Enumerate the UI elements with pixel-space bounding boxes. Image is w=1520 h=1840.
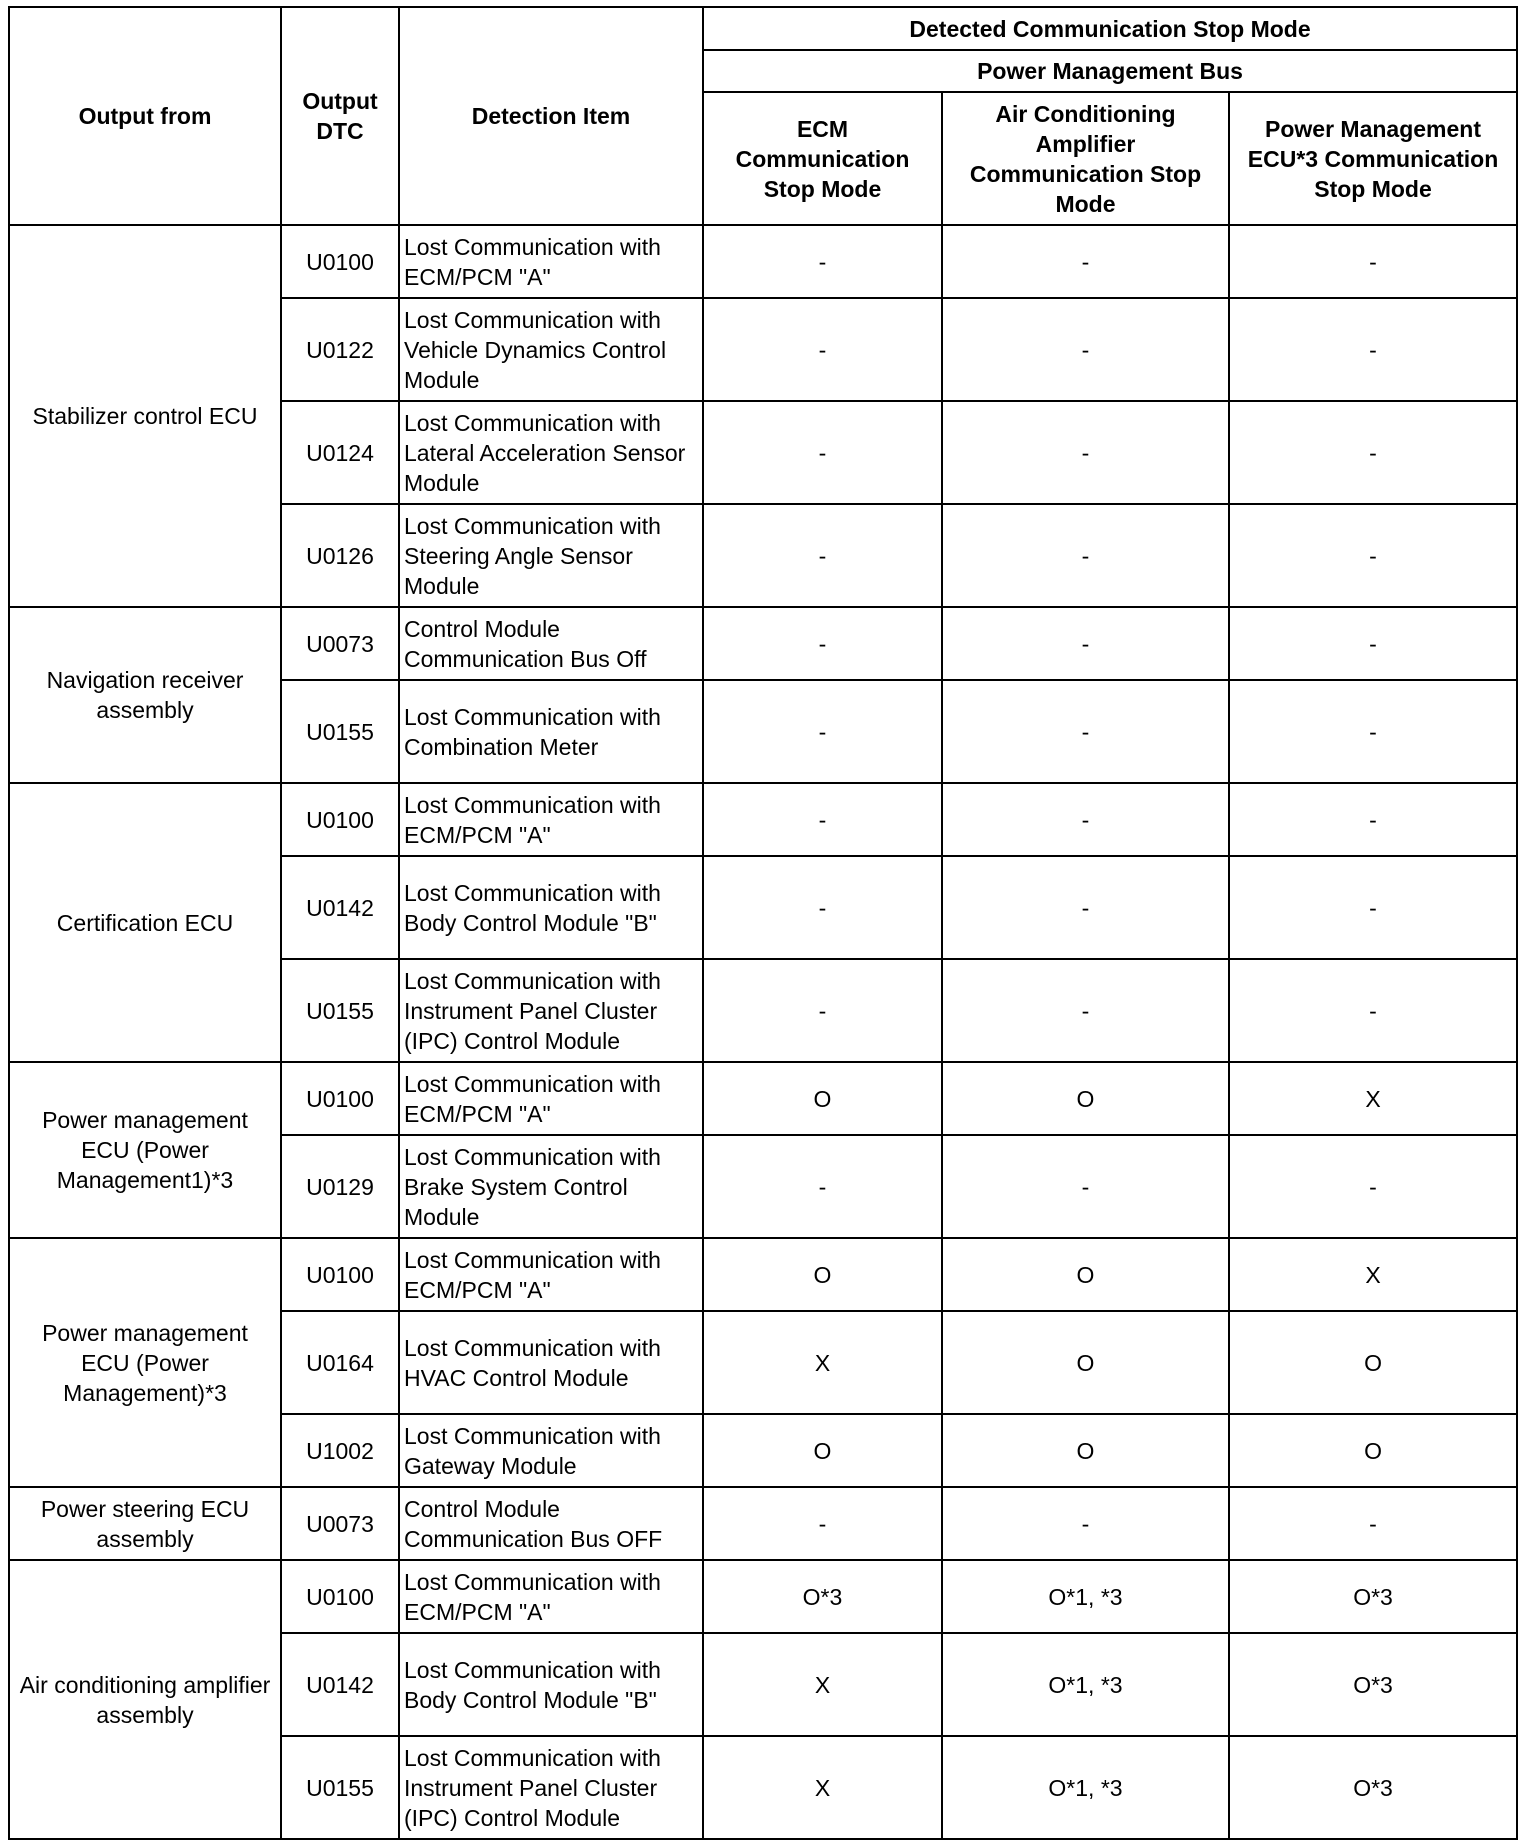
detection-item-cell: Control Module Communication Bus OFF (399, 1487, 703, 1560)
header-output-dtc: Output DTC (281, 7, 399, 225)
header-detected-mode: Detected Communication Stop Mode (703, 7, 1517, 50)
detection-item-cell: Lost Communication with Vehicle Dynamics Control Module (399, 298, 703, 401)
pm-mode-cell: - (1229, 607, 1517, 680)
detection-item-cell: Lost Communication with Lateral Acceleration Sensor Module (399, 401, 703, 504)
ac-mode-cell: O*1, *3 (942, 1633, 1229, 1736)
ecm-mode-cell: O (703, 1062, 942, 1135)
dtc-cell: U1002 (281, 1414, 399, 1487)
detection-item-cell: Lost Communication with ECM/PCM "A" (399, 1238, 703, 1311)
pm-mode-cell: O*3 (1229, 1736, 1517, 1839)
dtc-cell: U0155 (281, 1736, 399, 1839)
pm-mode-cell: - (1229, 298, 1517, 401)
table-row (9, 1062, 1517, 1135)
dtc-cell: U0142 (281, 1633, 399, 1736)
output-from-cell: Power management ECU (Power Management1)*3 (9, 1062, 281, 1238)
ecm-mode-cell: - (703, 504, 942, 607)
detection-item-cell: Lost Communication with Gateway Module (399, 1414, 703, 1487)
pm-mode-cell: O (1229, 1414, 1517, 1487)
output-from-cell: Power management ECU (Power Management)*3 (9, 1238, 281, 1487)
ecm-mode-cell: X (703, 1736, 942, 1839)
ac-mode-cell: - (942, 680, 1229, 783)
pm-mode-cell: - (1229, 959, 1517, 1062)
table-row (9, 1487, 1517, 1560)
ac-mode-cell: - (942, 783, 1229, 856)
table-row (9, 225, 1517, 298)
detection-item-cell: Lost Communication with ECM/PCM "A" (399, 783, 703, 856)
ac-mode-cell: - (942, 607, 1229, 680)
header-bus: Power Management Bus (703, 50, 1517, 92)
ac-mode-cell: - (942, 1487, 1229, 1560)
ecm-mode-cell: - (703, 1135, 942, 1238)
detection-item-cell: Control Module Communication Bus Off (399, 607, 703, 680)
pm-mode-cell: - (1229, 504, 1517, 607)
ecm-mode-cell: X (703, 1633, 942, 1736)
ecm-mode-cell: - (703, 856, 942, 959)
ecm-mode-cell: O*3 (703, 1560, 942, 1633)
pm-mode-cell: - (1229, 783, 1517, 856)
pm-mode-cell: O*3 (1229, 1633, 1517, 1736)
header-ac-mode: Air Conditioning Amplifier Communication Stop Mode (942, 92, 1229, 225)
dtc-cell: U0122 (281, 298, 399, 401)
detection-item-cell: Lost Communication with ECM/PCM "A" (399, 1062, 703, 1135)
ecm-mode-cell: - (703, 783, 942, 856)
dtc-cell: U0100 (281, 1238, 399, 1311)
detection-item-cell: Lost Communication with Steering Angle Sensor Module (399, 504, 703, 607)
pm-mode-cell: X (1229, 1238, 1517, 1311)
ecm-mode-cell: - (703, 1487, 942, 1560)
ecm-mode-cell: - (703, 607, 942, 680)
ecm-mode-cell: X (703, 1311, 942, 1414)
ac-mode-cell: - (942, 1135, 1229, 1238)
table-row (9, 783, 1517, 856)
detection-item-cell: Lost Communication with ECM/PCM "A" (399, 1560, 703, 1633)
output-from-cell: Certification ECU (9, 783, 281, 1062)
ecm-mode-cell: - (703, 680, 942, 783)
pm-mode-cell: X (1229, 1062, 1517, 1135)
dtc-cell: U0142 (281, 856, 399, 959)
pm-mode-cell: - (1229, 680, 1517, 783)
output-from-cell: Power steering ECU assembly (9, 1487, 281, 1560)
detection-item-cell: Lost Communication with Body Control Module "B" (399, 1633, 703, 1736)
output-from-cell: Air conditioning amplifier assembly (9, 1560, 281, 1839)
header-ecm-mode: ECM Communication Stop Mode (703, 92, 942, 225)
detection-item-cell: Lost Communication with Body Control Module "B" (399, 856, 703, 959)
table-body (9, 225, 1517, 1839)
detection-item-cell: Lost Communication with Brake System Control Module (399, 1135, 703, 1238)
dtc-cell: U0100 (281, 783, 399, 856)
dtc-cell: U0100 (281, 1062, 399, 1135)
output-from-cell: Navigation receiver assembly (9, 607, 281, 783)
dtc-cell: U0126 (281, 504, 399, 607)
ecm-mode-cell: - (703, 225, 942, 298)
dtc-cell: U0164 (281, 1311, 399, 1414)
ecm-mode-cell: - (703, 959, 942, 1062)
table-row (9, 607, 1517, 680)
ac-mode-cell: - (942, 856, 1229, 959)
detection-item-cell: Lost Communication with ECM/PCM "A" (399, 225, 703, 298)
detection-item-cell: Lost Communication with Instrument Panel Cluster (IPC) Control Module (399, 959, 703, 1062)
header-pm-mode: Power Management ECU*3 Communication Stop Mode (1229, 92, 1517, 225)
table-row (9, 1238, 1517, 1311)
ecm-mode-cell: - (703, 401, 942, 504)
ac-mode-cell: - (942, 401, 1229, 504)
table-row (9, 1560, 1517, 1633)
ac-mode-cell: O*1, *3 (942, 1560, 1229, 1633)
pm-mode-cell: O*3 (1229, 1560, 1517, 1633)
ac-mode-cell: O (942, 1311, 1229, 1414)
ac-mode-cell: O*1, *3 (942, 1736, 1229, 1839)
ac-mode-cell: - (942, 959, 1229, 1062)
ecm-mode-cell: - (703, 298, 942, 401)
table-header (9, 7, 1517, 225)
dtc-table (8, 6, 1518, 1840)
ac-mode-cell: - (942, 225, 1229, 298)
ac-mode-cell: - (942, 298, 1229, 401)
dtc-cell: U0073 (281, 607, 399, 680)
ac-mode-cell: O (942, 1062, 1229, 1135)
pm-mode-cell: - (1229, 225, 1517, 298)
header-output-from: Output from (9, 7, 281, 225)
dtc-cell: U0073 (281, 1487, 399, 1560)
detection-item-cell: Lost Communication with Instrument Panel Cluster (IPC) Control Module (399, 1736, 703, 1839)
ac-mode-cell: - (942, 504, 1229, 607)
detection-item-cell: Lost Communication with HVAC Control Module (399, 1311, 703, 1414)
pm-mode-cell: - (1229, 1487, 1517, 1560)
output-from-cell: Stabilizer control ECU (9, 225, 281, 607)
dtc-cell: U0124 (281, 401, 399, 504)
dtc-cell: U0155 (281, 959, 399, 1062)
ac-mode-cell: O (942, 1414, 1229, 1487)
dtc-cell: U0155 (281, 680, 399, 783)
pm-mode-cell: O (1229, 1311, 1517, 1414)
dtc-cell: U0100 (281, 225, 399, 298)
pm-mode-cell: - (1229, 1135, 1517, 1238)
ac-mode-cell: O (942, 1238, 1229, 1311)
header-detection-item: Detection Item (399, 7, 703, 225)
pm-mode-cell: - (1229, 401, 1517, 504)
dtc-cell: U0129 (281, 1135, 399, 1238)
pm-mode-cell: - (1229, 856, 1517, 959)
detection-item-cell: Lost Communication with Combination Meter (399, 680, 703, 783)
dtc-cell: U0100 (281, 1560, 399, 1633)
ecm-mode-cell: O (703, 1414, 942, 1487)
ecm-mode-cell: O (703, 1238, 942, 1311)
